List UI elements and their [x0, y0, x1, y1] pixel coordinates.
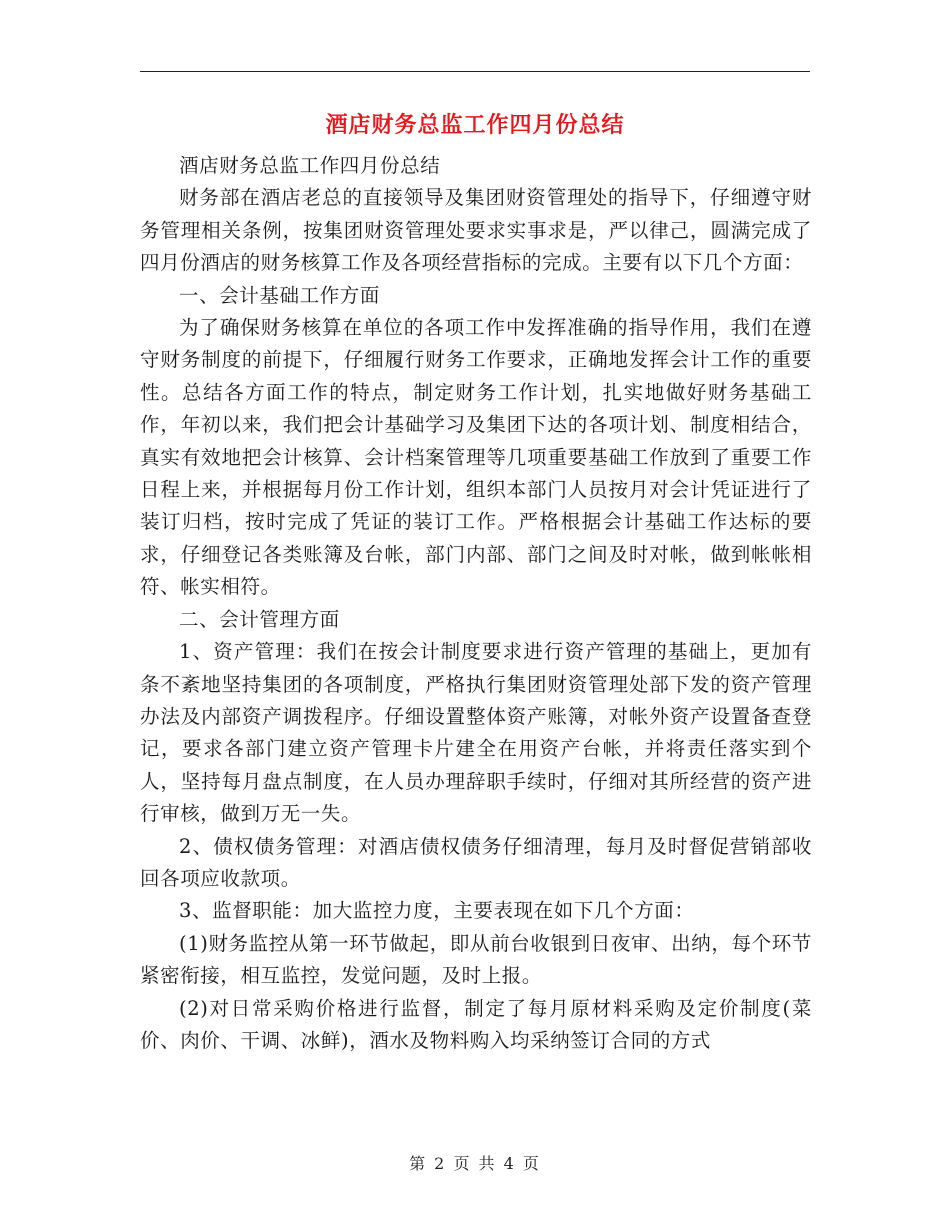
paragraph-supervision: 3、监督职能：加大监控力度，主要表现在如下几个方面：: [179, 899, 695, 923]
header-rule: [140, 71, 810, 72]
paragraph-accounting-basics: 为了确保财务核算在单位的各项工作中发挥准确的指导作用，我们在遵守财务制度的前提下，仔细履行财务工作要求，正确地发挥会计工作的重要性。总结各方面工作的特点，制定财务工作计划，扎实地做好财务基础工作，年初以来，我们把会计基础学习及集团下达的各项计划、制度相结合，真实有效地把会计核算、会计档案管理等几项重要基础工作放到了重要工作日程上来，并根据每月份工作计划，组织本部门人员按月对会计凭证进行了装订归档，按时完成了凭证的装订工作。严格根据会计基础工作达标的要求，仔细登记各类账簿及台帐，部门内部、部门之间及时对帐，做到帐帐相符、帐实相符。: [140, 316, 812, 599]
section-heading-accounting-basics: 一、会计基础工作方面: [179, 283, 381, 307]
paragraph-intro: 财务部在酒店老总的直接领导及集团财资管理处的指导下，仔细遵守财务管理相关条例，按集团财资管理处要求实事求是，严以律己，圆满完成了四月份酒店的财务核算工作及各项经营指标的完成。主要有以下几个方面：: [140, 186, 812, 275]
paragraph-supervision-item-2: (2)对日常采购价格进行监督，制定了每月原材料采购及定价制度(菜价、肉价、干调、冰鲜)，酒水及物料购入均采纳签订合同的方式: [140, 996, 812, 1052]
paragraph-asset-management: 1、资产管理：我们在按会计制度要求进行资产管理的基础上，更加有条不紊地坚持集团的各项制度，严格执行集团财资管理处部下发的资产管理办法及内部资产调拨程序。仔细设置整体资产账簿，对帐外资产设置备查登记，要求各部门建立资产管理卡片建全在用资产台帐，并将责任落实到个人，坚持每月盘点制度，在人员办理辞职手续时，仔细对其所经营的资产进行审核，做到万无一失。: [140, 640, 812, 826]
page-footer: 第 2 页 共 4 页: [409, 1154, 541, 1173]
document-title: 酒店财务总监工作四月份总结: [325, 113, 625, 138]
paragraph-subtitle: 酒店财务总监工作四月份总结: [179, 154, 441, 177]
section-heading-accounting-management: 二、会计管理方面: [179, 607, 340, 631]
paragraph-debt-management: 2、债权债务管理：对酒店债权债务仔细清理，每月及时督促营销部收回各项应收款项。: [140, 834, 812, 890]
paragraph-supervision-item-1: (1)财务监控从第一环节做起，即从前台收银到日夜审、出纳，每个环节紧密衔接，相互监控，发觉问题，及时上报。: [140, 931, 812, 988]
document-body: [140, 150, 812, 1057]
